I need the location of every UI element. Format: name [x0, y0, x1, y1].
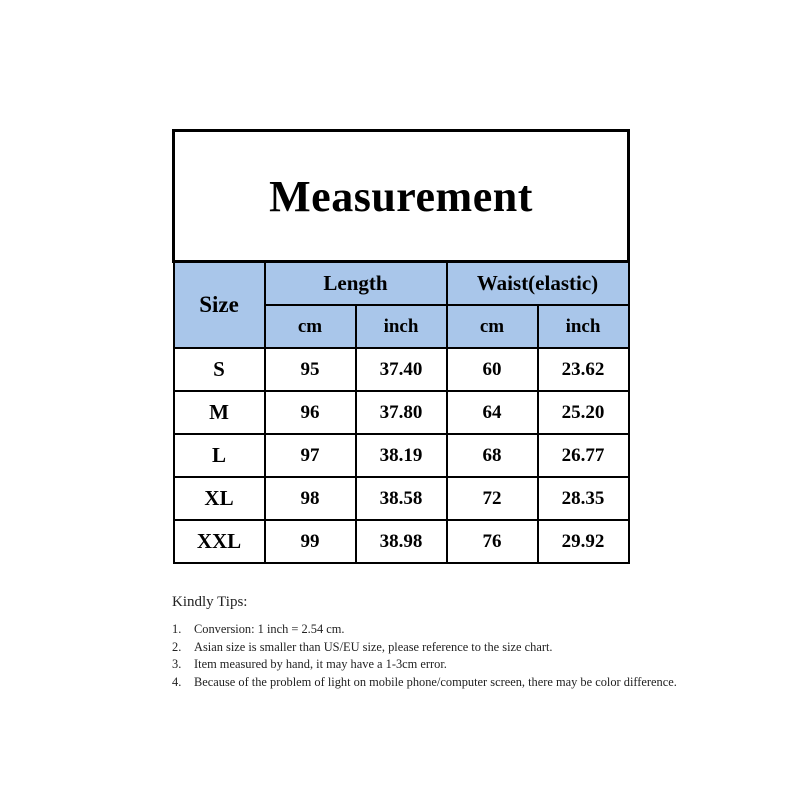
- length-inch-cell: 38.58: [356, 477, 447, 520]
- waist-group-header: Waist(elastic): [447, 262, 629, 306]
- length-cm-cell: 97: [265, 434, 356, 477]
- waist-cm-cell: 76: [447, 520, 538, 563]
- tip-text: Item measured by hand, it may have a 1-3cm error.: [194, 657, 447, 671]
- length-cm-cell: 95: [265, 348, 356, 391]
- length-cm-cell: 99: [265, 520, 356, 563]
- list-item: [172, 639, 712, 657]
- length-inch-cell: 37.80: [356, 391, 447, 434]
- title-row: [174, 131, 629, 262]
- tip-number: 4.: [172, 674, 182, 689]
- length-cm-cell: 98: [265, 477, 356, 520]
- size-cell: M: [174, 391, 265, 434]
- tips-list: [172, 621, 712, 691]
- table-row: [174, 391, 629, 434]
- tip-text: Because of the problem of light on mobile phone/computer screen, there may be color difference.: [194, 674, 677, 689]
- waist-inch-cell: 26.77: [538, 434, 629, 477]
- length-inch-cell: 38.19: [356, 434, 447, 477]
- size-cell: S: [174, 348, 265, 391]
- tip-text: Asian size is smaller than US/EU size, please reference to the size chart.: [194, 639, 553, 654]
- waist-inch-cell: 25.20: [538, 391, 629, 434]
- waist-inch-cell: 28.35: [538, 477, 629, 520]
- kindly-tips-section: [172, 594, 712, 691]
- size-cell: L: [174, 434, 265, 477]
- table-row: [174, 520, 629, 563]
- list-item: [172, 656, 712, 674]
- tip-text: Conversion: 1 inch = 2.54 cm.: [194, 622, 345, 636]
- waist-cm-cell: 72: [447, 477, 538, 520]
- waist-inch-cell: 29.92: [538, 520, 629, 563]
- tip-number: 1.: [172, 622, 182, 636]
- size-cell: XXL: [174, 520, 265, 563]
- size-cell: XL: [174, 477, 265, 520]
- length-inch-cell: 38.98: [356, 520, 447, 563]
- list-item: [172, 674, 712, 692]
- length-group-header: Length: [265, 262, 447, 306]
- table-title: Measurement: [174, 131, 629, 262]
- table-row: [174, 348, 629, 391]
- list-item: [172, 621, 712, 639]
- unit-header-waist-inch: inch: [538, 305, 629, 348]
- waist-cm-cell: 68: [447, 434, 538, 477]
- length-inch-cell: 37.40: [356, 348, 447, 391]
- unit-header-waist-cm: cm: [447, 305, 538, 348]
- size-chart-table: [172, 129, 630, 564]
- waist-cm-cell: 60: [447, 348, 538, 391]
- unit-header-length-cm: cm: [265, 305, 356, 348]
- header-row-groups: [174, 262, 629, 306]
- table-row: [174, 434, 629, 477]
- waist-cm-cell: 64: [447, 391, 538, 434]
- table-row: [174, 477, 629, 520]
- length-cm-cell: 96: [265, 391, 356, 434]
- tips-title: Kindly Tips:: [172, 594, 248, 610]
- tip-number: 2.: [172, 639, 182, 654]
- waist-inch-cell: 23.62: [538, 348, 629, 391]
- tip-number: 3.: [172, 657, 182, 671]
- unit-header-length-inch: inch: [356, 305, 447, 348]
- size-column-header: Size: [174, 262, 265, 349]
